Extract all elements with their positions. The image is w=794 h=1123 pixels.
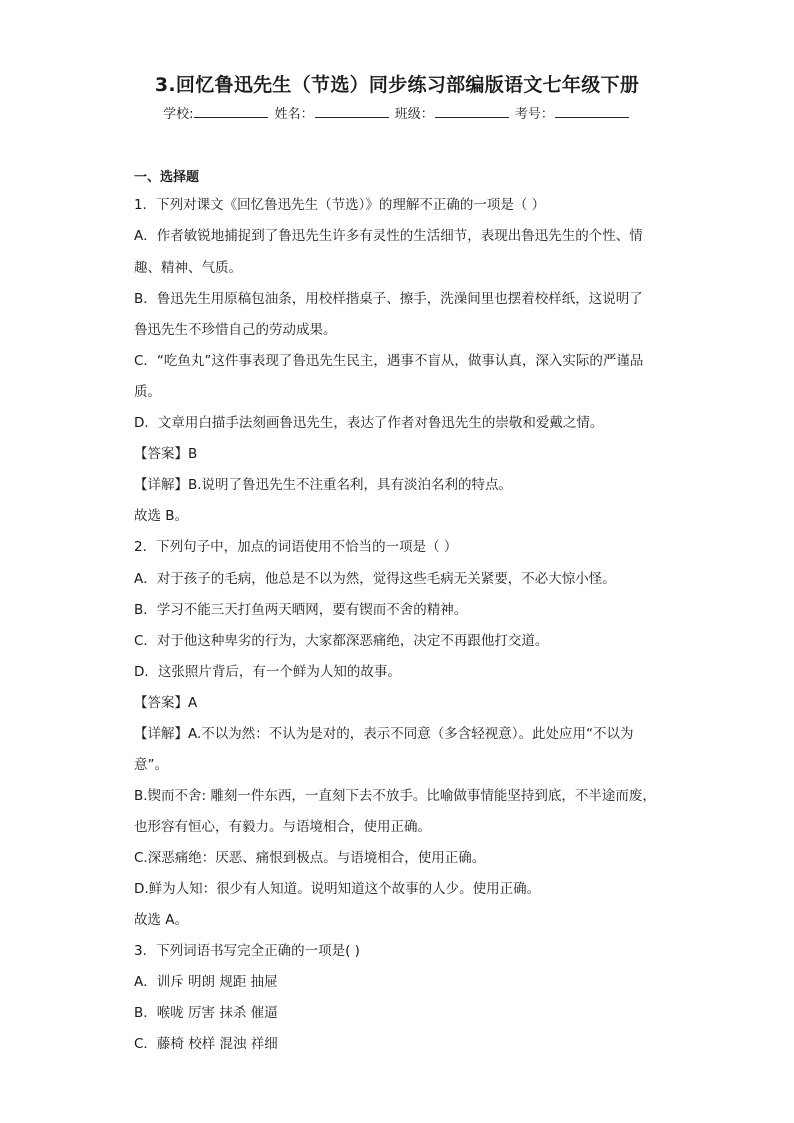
- text-line: C．藤椅 校样 混浊 祥细: [134, 1036, 278, 1052]
- text-line: 【答案】A: [134, 695, 198, 711]
- text-line: 【答案】B: [134, 446, 198, 462]
- text-line: D.鲜为人知：很少有人知道。说明知道这个故事的人少。使用正确。: [134, 881, 541, 897]
- text-line: C．“吃鱼丸”这件事表现了鲁迅先生民主，遇事不盲从，做事认真，深入实际的严谨品: [134, 353, 644, 369]
- section-heading: 一、选择题: [134, 170, 200, 185]
- text-line: 也形容有恒心，有毅力。与语境相合，使用正确。: [134, 819, 431, 835]
- text-line: A．作者敏锐地捕捉到了鲁迅先生许多有灵性的生活细节，表现出鲁迅先生的个性、情: [134, 228, 643, 244]
- text-line: 质。: [134, 384, 161, 400]
- text-line: B.锲而不舍: 雕刻一件东西，一直刻下去不放手。比喻做事情能坚持到底，不半途而废，: [134, 788, 656, 804]
- text-line: 3．下列词语书写完全正确的一项是( ): [134, 943, 360, 959]
- text-line: 【详解】A.不以为然：不认为是对的，表示不同意（多含轻视意）。此处应用“不以为: [134, 726, 634, 742]
- text-line: 鲁迅先生不珍惜自己的劳动成果。: [134, 322, 337, 338]
- student-info-row: [0, 103, 794, 122]
- text-line: C．对于他这种卑劣的行为，大家都深恶痛绝，决定不再跟他打交道。: [134, 633, 549, 649]
- text-line: 1．下列对课文《回忆鲁迅先生（节选）》的理解不正确的一项是（ ）: [134, 197, 546, 213]
- text-line: B．喉咙 厉害 抹杀 催逼: [134, 1005, 278, 1021]
- text-line: D．文章用白描手法刻画鲁迅先生，表达了作者对鲁迅先生的崇敬和爱戴之情。: [134, 415, 604, 431]
- number-label: 考号：: [514, 107, 554, 122]
- school-blank[interactable]: [194, 105, 268, 118]
- text-line: B．鲁迅先生用原稿包油条，用校样揩桌子、擦手，洗澡间里也摆着校样纸，这说明了: [134, 291, 643, 307]
- school-label: 学校:: [163, 107, 194, 122]
- class-blank[interactable]: [435, 105, 509, 118]
- class-label: 班级：: [394, 107, 434, 122]
- text-line: B．学习不能三天打鱼两天晒网，要有锲而不舍的精神。: [134, 602, 468, 618]
- document-title: 3.回忆鲁迅先生（节选）同步练习部编版语文七年级下册: [154, 74, 640, 96]
- text-line: 【详解】B.说明了鲁迅先生不注重名利，具有淡泊名利的特点。: [134, 477, 513, 493]
- text-line: A．训斥 明朗 规距 抽屉: [134, 974, 278, 990]
- text-line: C.深恶痛绝：厌恶、痛恨到极点。与语境相合，使用正确。: [134, 850, 486, 866]
- name-label: 姓名：: [274, 107, 314, 122]
- text-line: A．对于孩子的毛病，他总是不以为然，觉得这些毛病无关紧要，不必大惊小怪。: [134, 571, 616, 587]
- text-line: 意”。: [134, 757, 168, 773]
- number-blank[interactable]: [555, 105, 629, 118]
- name-blank[interactable]: [315, 105, 389, 118]
- text-line: 故选 A。: [134, 912, 189, 928]
- text-line: D．这张照片背后，有一个鲜为人知的故事。: [134, 664, 401, 680]
- text-line: 故选 B。: [134, 508, 189, 524]
- text-line: 趣、精神、气质。: [134, 260, 242, 276]
- text-line: 2．下列句子中，加点的词语使用不恰当的一项是（ ）: [134, 539, 458, 555]
